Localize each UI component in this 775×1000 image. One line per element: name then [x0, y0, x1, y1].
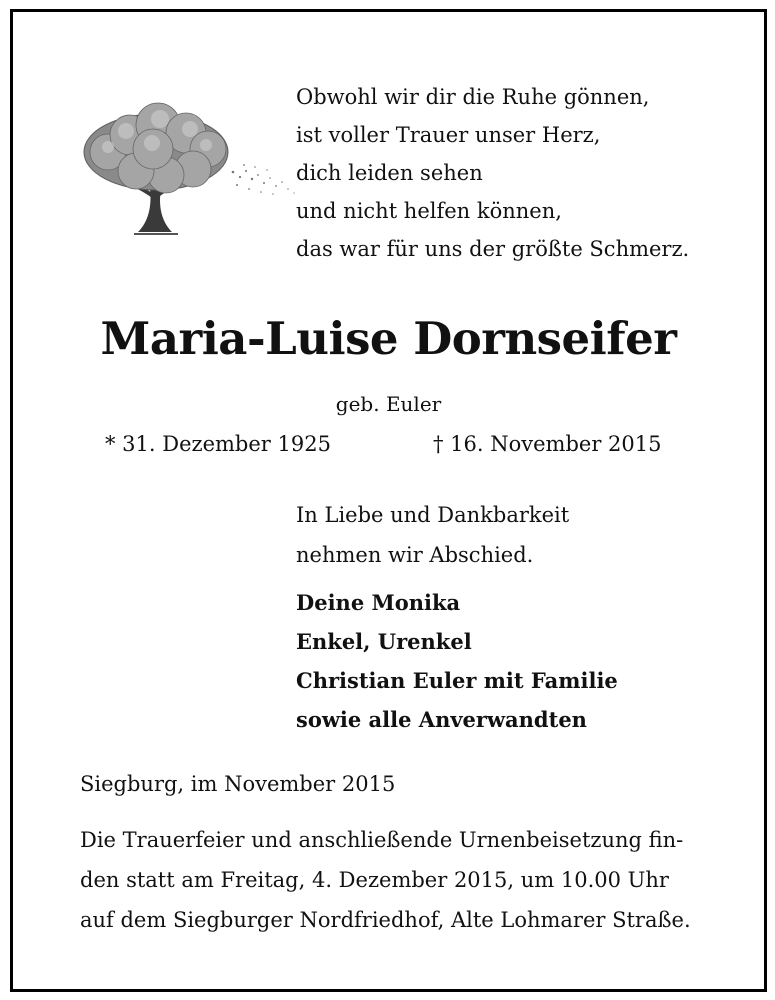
mourner: Enkel, Urenkel [296, 629, 472, 654]
funeral-info-line: auf dem Siegburger Nordfriedhof, Alte Lohmarer Straße. [80, 908, 691, 932]
tree-icon [68, 97, 303, 247]
mourner: Christian Euler mit Familie [296, 668, 618, 693]
obituary-frame [10, 9, 767, 992]
farewell-line: In Liebe und Dankbarkeit [296, 503, 570, 527]
mourner: Deine Monika [296, 590, 461, 615]
mourner: sowie alle Anverwandten [296, 707, 587, 732]
maiden-name: geb. Euler [335, 392, 442, 416]
birth-date: * 31. Dezember 1925 [105, 432, 331, 456]
funeral-info-line: Die Trauerfeier und anschließende Urnenbeisetzung fin- [80, 828, 684, 852]
poem-line: und nicht helfen können, [296, 199, 562, 223]
deceased-name: Maria-Luise Dornseifer [100, 312, 677, 365]
funeral-info [80, 820, 691, 940]
farewell-text [296, 495, 569, 575]
place-date: Siegburg, im November 2015 [80, 772, 396, 796]
farewell-line: nehmen wir Abschied. [296, 543, 534, 567]
poem-line: ist voller Trauer unser Herz, [296, 123, 601, 147]
funeral-info-line: den statt am Freitag, 4. Dezember 2015, um 10.00 Uhr [80, 868, 669, 892]
mourners-list [296, 583, 618, 739]
poem [296, 78, 689, 268]
poem-line: dich leiden sehen [296, 161, 483, 185]
death-date: † 16. November 2015 [433, 432, 662, 456]
poem-line: Obwohl wir dir die Ruhe gönnen, [296, 85, 650, 109]
poem-line: das war für uns der größte Schmerz. [296, 237, 690, 261]
